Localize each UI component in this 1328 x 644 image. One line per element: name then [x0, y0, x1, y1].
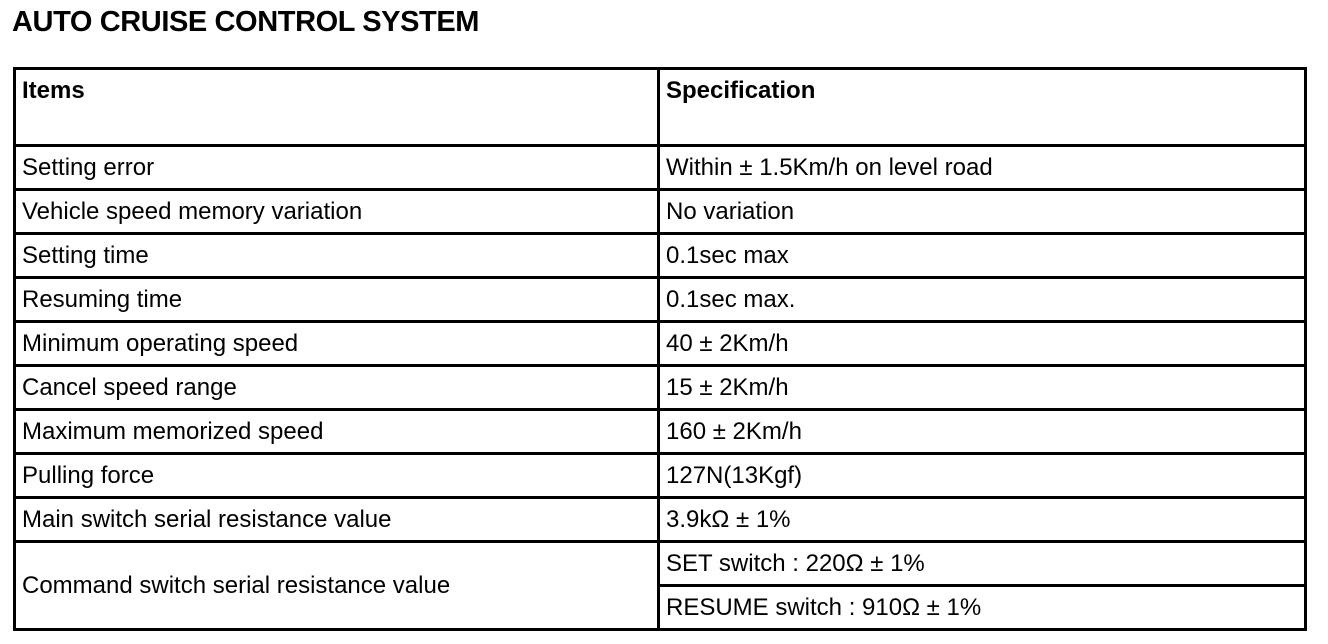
table-row: [15, 146, 1306, 190]
spec-cell: No variation: [659, 190, 1306, 234]
item-cell: Setting time: [15, 234, 659, 278]
page-title: AUTO CRUISE CONTROL SYSTEM: [12, 6, 480, 38]
table-row: [15, 234, 1306, 278]
set-switch-spec-cell: SET switch : 220Ω ± 1%: [659, 542, 1306, 586]
specification-table: [13, 67, 1307, 631]
resume-switch-spec-cell: RESUME switch : 910Ω ± 1%: [659, 586, 1306, 630]
spec-cell: 0.1sec max: [659, 234, 1306, 278]
spec-cell: 3.9kΩ ± 1%: [659, 498, 1306, 542]
item-cell: Minimum operating speed: [15, 322, 659, 366]
table-row: [15, 278, 1306, 322]
item-cell: Setting error: [15, 146, 659, 190]
command-switch-item-cell: Command switch serial resistance value: [15, 542, 659, 630]
spec-cell: 40 ± 2Km/h: [659, 322, 1306, 366]
item-cell: Pulling force: [15, 454, 659, 498]
table-row: [15, 454, 1306, 498]
spec-cell: 160 ± 2Km/h: [659, 410, 1306, 454]
table-header-row: [15, 69, 1306, 146]
spec-cell: 0.1sec max.: [659, 278, 1306, 322]
item-cell: Cancel speed range: [15, 366, 659, 410]
spec-cell: 127N(13Kgf): [659, 454, 1306, 498]
table-row: [15, 498, 1306, 542]
item-cell: Maximum memorized speed: [15, 410, 659, 454]
table-row: [15, 366, 1306, 410]
table-row: [15, 190, 1306, 234]
item-cell: Main switch serial resistance value: [15, 498, 659, 542]
column-header-specification: Specification: [659, 69, 1306, 146]
table-row: [15, 410, 1306, 454]
table-row: [15, 322, 1306, 366]
spec-cell: 15 ± 2Km/h: [659, 366, 1306, 410]
item-cell: Resuming time: [15, 278, 659, 322]
spec-cell: Within ± 1.5Km/h on level road: [659, 146, 1306, 190]
table-row: [15, 542, 1306, 586]
column-header-items: Items: [15, 69, 659, 146]
item-cell: Vehicle speed memory variation: [15, 190, 659, 234]
